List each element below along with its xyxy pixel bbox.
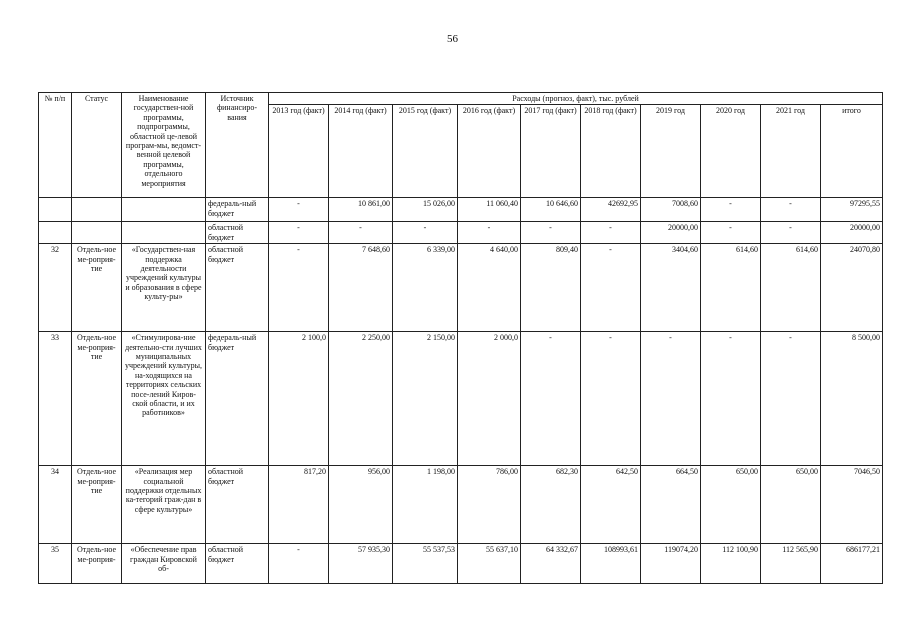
- row-total: 8 500,00: [821, 332, 883, 466]
- row-value: 2 100,0: [269, 332, 329, 466]
- row-value: 614,60: [761, 244, 821, 332]
- row-num: 35: [39, 544, 72, 584]
- row-value: 42692,95: [581, 198, 641, 222]
- row-total: 24070,80: [821, 244, 883, 332]
- row-value: 10 861,00: [329, 198, 393, 222]
- row-value: -: [269, 222, 329, 244]
- header-status: Статус: [72, 93, 122, 198]
- row-value: 650,00: [761, 466, 821, 544]
- row-value: 55 637,10: [458, 544, 521, 584]
- row-name: «Обеспечение прав граждан Кировской об-: [122, 544, 206, 584]
- header-total: итого: [821, 105, 883, 198]
- header-year: 2017 год (факт): [521, 105, 581, 198]
- row-num: 32: [39, 244, 72, 332]
- row-source: областной бюджет: [206, 222, 269, 244]
- row-value: 650,00: [701, 466, 761, 544]
- row-value: 682,30: [521, 466, 581, 544]
- row-value: 7008,60: [641, 198, 701, 222]
- row-source: областной бюджет: [206, 466, 269, 544]
- row-value: -: [641, 332, 701, 466]
- row-source: федераль-ный бюджет: [206, 332, 269, 466]
- row-status: Отдель-ное ме-роприя-тие: [72, 244, 122, 332]
- row-value: 1 198,00: [393, 466, 458, 544]
- expenses-table: [38, 92, 883, 584]
- table-row: [39, 222, 883, 244]
- row-name: [122, 222, 206, 244]
- row-name: «Государствен-ная поддержка деятельности учреждений культуры и образования в сфере культу-ры»: [122, 244, 206, 332]
- row-name: [122, 198, 206, 222]
- row-status: [72, 222, 122, 244]
- header-source: Источник финансиро-вания: [206, 93, 269, 198]
- row-total: 20000,00: [821, 222, 883, 244]
- row-value: -: [761, 222, 821, 244]
- row-total: 97295,55: [821, 198, 883, 222]
- header-year: 2013 год (факт): [269, 105, 329, 198]
- row-value: 57 935,30: [329, 544, 393, 584]
- header-year: 2015 год (факт): [393, 105, 458, 198]
- row-value: 7 648,60: [329, 244, 393, 332]
- row-value: -: [269, 544, 329, 584]
- header-name: Наименование государствен-ной программы, подпрограммы, областной це-левой програм-мы, ведомст-венной целевой программы, отдельного мероприятия: [122, 93, 206, 198]
- row-source: областной бюджет: [206, 544, 269, 584]
- row-status: Отдель-ное ме-роприя-тие: [72, 332, 122, 466]
- row-value: 20000,00: [641, 222, 701, 244]
- row-value: 119074,20: [641, 544, 701, 584]
- row-value: 10 646,60: [521, 198, 581, 222]
- row-num: 34: [39, 466, 72, 544]
- header-expenses: Расходы (прогноз, факт), тыс. рублей: [269, 93, 883, 105]
- row-value: 112 100,90: [701, 544, 761, 584]
- header-year: 2019 год: [641, 105, 701, 198]
- row-value: -: [329, 222, 393, 244]
- row-value: -: [761, 198, 821, 222]
- row-value: 956,00: [329, 466, 393, 544]
- header-year: 2016 год (факт): [458, 105, 521, 198]
- row-total: 686177,21: [821, 544, 883, 584]
- row-value: 664,50: [641, 466, 701, 544]
- row-value: 2 250,00: [329, 332, 393, 466]
- table-row: [39, 198, 883, 222]
- table-row: [39, 244, 883, 332]
- row-value: -: [269, 198, 329, 222]
- row-value: -: [581, 222, 641, 244]
- row-total: 7046,50: [821, 466, 883, 544]
- table-row: [39, 466, 883, 544]
- header-year: 2021 год: [761, 105, 821, 198]
- row-status: [72, 198, 122, 222]
- row-source: областной бюджет: [206, 244, 269, 332]
- row-value: -: [701, 222, 761, 244]
- row-value: 11 060,40: [458, 198, 521, 222]
- row-num: 33: [39, 332, 72, 466]
- row-name: «Стимулирова-ние деятельно-сти лучших муниципальных учреждений культуры, на-ходящихся на территориях сельских посе-лений Киров-ской области, и их работников»: [122, 332, 206, 466]
- row-value: 642,50: [581, 466, 641, 544]
- header-num: № п/п: [39, 93, 72, 198]
- table-row: [39, 332, 883, 466]
- row-value: -: [581, 332, 641, 466]
- row-value: -: [521, 332, 581, 466]
- row-value: -: [393, 222, 458, 244]
- page-number: 56: [447, 33, 458, 45]
- row-value: -: [458, 222, 521, 244]
- row-status: Отдель-ное ме-роприя-: [72, 544, 122, 584]
- row-value: 108993,61: [581, 544, 641, 584]
- row-value: 2 150,00: [393, 332, 458, 466]
- header-year: 2014 год (факт): [329, 105, 393, 198]
- table-row: [39, 544, 883, 584]
- row-value: 15 026,00: [393, 198, 458, 222]
- row-value: -: [701, 332, 761, 466]
- row-value: 614,60: [701, 244, 761, 332]
- row-status: Отдель-ное ме-роприя-тие: [72, 466, 122, 544]
- row-value: 6 339,00: [393, 244, 458, 332]
- header-year: 2020 год: [701, 105, 761, 198]
- row-value: 3404,60: [641, 244, 701, 332]
- row-source: федераль-ный бюджет: [206, 198, 269, 222]
- row-value: -: [581, 244, 641, 332]
- row-value: -: [521, 222, 581, 244]
- row-value: 64 332,67: [521, 544, 581, 584]
- row-value: 55 537,53: [393, 544, 458, 584]
- row-num: [39, 198, 72, 222]
- row-value: 4 640,00: [458, 244, 521, 332]
- row-name: «Реализация мер социальной поддержки отдельных ка-тегорий граж-дан в сфере культуры»: [122, 466, 206, 544]
- row-value: -: [269, 244, 329, 332]
- row-value: 817,20: [269, 466, 329, 544]
- row-value: 2 000,0: [458, 332, 521, 466]
- header-year: 2018 год (факт): [581, 105, 641, 198]
- row-value: 112 565,90: [761, 544, 821, 584]
- header-row-1: [39, 93, 883, 105]
- row-value: 786,00: [458, 466, 521, 544]
- row-value: 809,40: [521, 244, 581, 332]
- row-value: -: [761, 332, 821, 466]
- row-num: [39, 222, 72, 244]
- row-value: -: [701, 198, 761, 222]
